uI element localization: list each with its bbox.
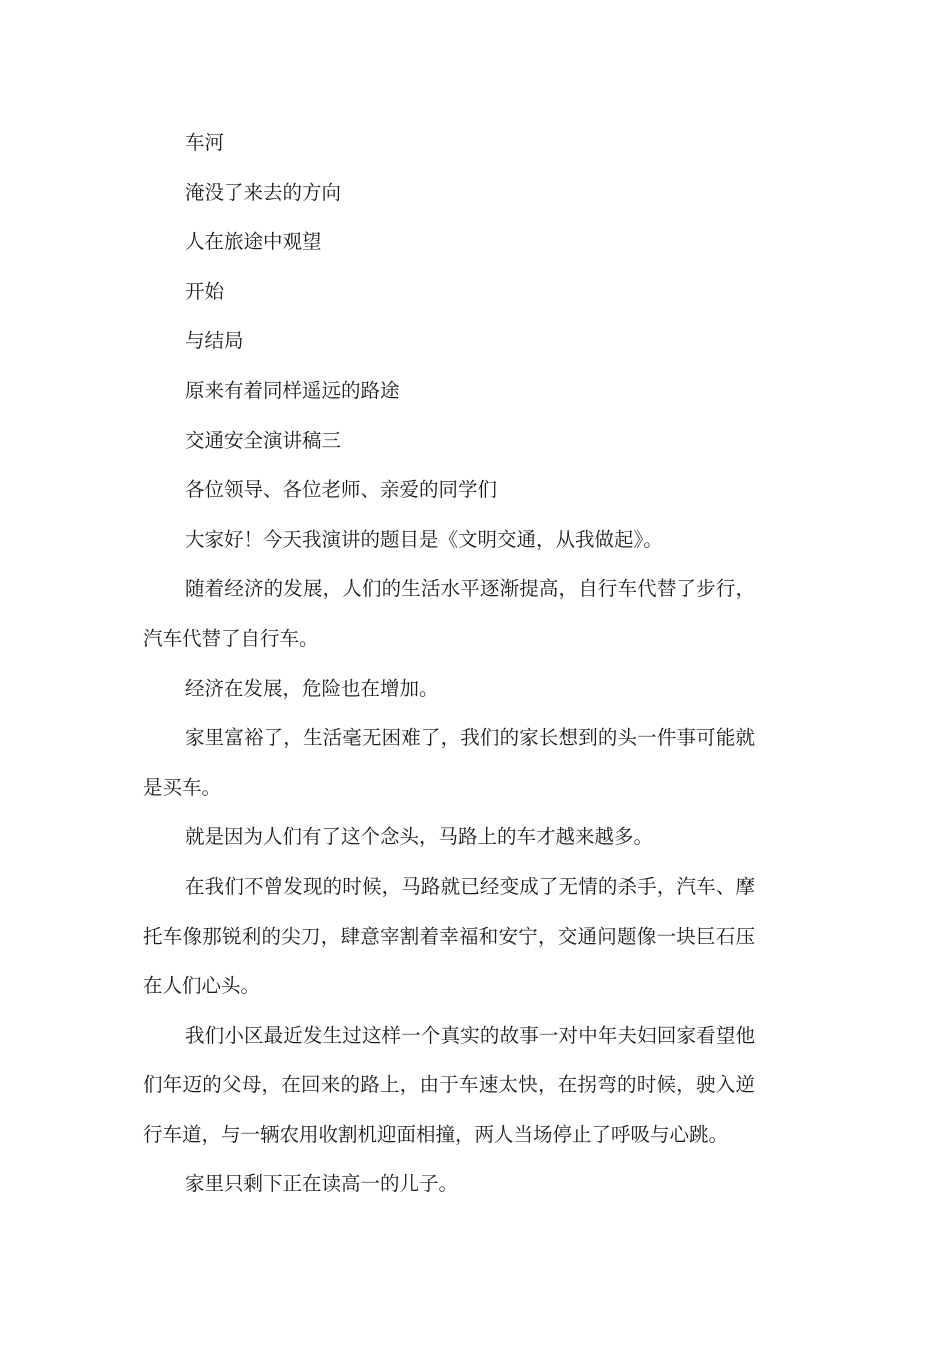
body-paragraph: 随着经济的发展，人们的生活水平逐渐提高，自行车代替了步行，汽车代替了自行车。 <box>143 577 755 650</box>
body-paragraph: 家里只剩下正在读高一的儿子。 <box>185 1172 459 1196</box>
poem-line: 开始 <box>185 279 225 303</box>
poem-line: 原来有着同样遥远的路途 <box>185 378 400 402</box>
body-paragraph: 经济在发展，危险也在增加。 <box>185 676 439 700</box>
body-paragraph: 在我们不曾发现的时候，马路就已经变成了无情的杀手，汽车、摩托车像那锐利的尖刀，肆意宰割着幸福和安宁，交通问题像一块巨石压在人们心头。 <box>143 874 755 998</box>
body-paragraph: 我们小区最近发生过这样一个真实的故事一对中年夫妇回家看望他们年迈的父母，在回来的路上，由于车速太快，在拐弯的时候，驶入逆行车道，与一辆农用收割机迎面相撞，两人当场停止了呼吸与心跳。 <box>143 1023 755 1146</box>
poem-line: 与结局 <box>185 329 244 353</box>
body-paragraph: 大家好！今天我演讲的题目是《文明交通，从我做起》。 <box>185 527 663 551</box>
body-paragraph: 就是因为人们有了这个念头，马路上的车才越来越多。 <box>185 825 654 849</box>
speech-title: 交通安全演讲稿三 <box>185 428 342 452</box>
poem-line: 人在旅途中观望 <box>185 230 322 254</box>
salutation: 各位领导、各位老师、亲爱的同学们 <box>185 478 498 502</box>
poem-line: 车河 <box>185 131 225 154</box>
body-paragraph: 家里富裕了，生活毫无困难了，我们的家长想到的头一件事可能就是买车。 <box>143 726 755 799</box>
document-body <box>143 118 755 1209</box>
poem-line: 淹没了来去的方向 <box>185 180 342 204</box>
